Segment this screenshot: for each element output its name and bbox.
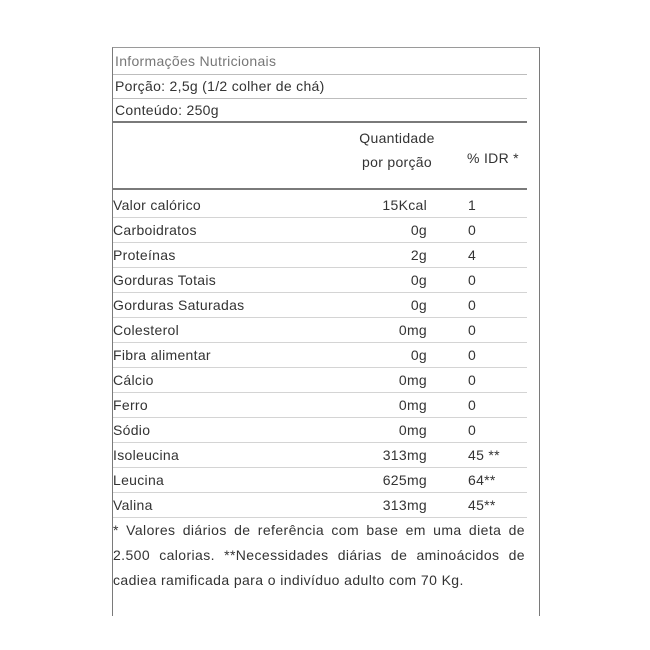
nutrient-quantity: 0g [410, 222, 427, 238]
divider [113, 74, 527, 75]
nutrient-idr: 0 [468, 322, 477, 338]
table-row [113, 192, 527, 218]
nutrient-name: Leucina [113, 472, 165, 488]
table-row [113, 392, 527, 418]
content-text: Conteúdo: 250g [115, 102, 219, 118]
nutrient-idr: 0 [468, 397, 477, 413]
table-row [113, 467, 527, 493]
nutrient-name: Carboidratos [113, 222, 197, 238]
nutrient-idr: 0 [468, 372, 477, 388]
table-row [113, 292, 527, 318]
nutrient-name: Gorduras Saturadas [113, 297, 245, 313]
divider [113, 98, 527, 99]
nutrient-name: Isoleucina [113, 447, 180, 463]
table-row [113, 342, 527, 368]
nutrient-idr: 1 [468, 197, 477, 213]
quantity-header [355, 130, 439, 170]
nutrient-quantity: 0mg [398, 322, 427, 338]
nutrient-idr: 0 [468, 297, 477, 313]
table-row [113, 417, 527, 443]
nutrient-quantity: 15Kcal [382, 197, 427, 213]
table-row [113, 267, 527, 293]
nutrient-idr: 0 [468, 222, 477, 238]
nutrient-quantity: 0mg [398, 397, 427, 413]
portion-text: Porção: 2,5g (1/2 colher de chá) [115, 78, 325, 94]
nutrient-idr: 0 [468, 422, 477, 438]
nutrient-quantity: 0mg [398, 422, 427, 438]
header-divider [113, 121, 527, 123]
nutrient-quantity: 2g [410, 247, 427, 263]
nutrient-name: Cálcio [113, 372, 154, 388]
quantity-header-line2: por porção [362, 154, 432, 170]
nutrient-idr: 0 [468, 272, 477, 288]
nutrient-name: Ferro [113, 397, 148, 413]
nutrient-idr: 4 [468, 247, 477, 263]
footnote: * Valores diários de referência com base em uma dieta de 2.500 calorias. **Necessidades diárias de aminoácidos de cadiea ramificada para o indivíduo adulto com 70 Kg. [113, 522, 525, 588]
quantity-header-line1: Quantidade [359, 130, 435, 146]
nutrient-name: Valina [113, 497, 153, 513]
table-row [113, 242, 527, 268]
nutrient-quantity: 313mg [382, 447, 427, 463]
nutrient-idr: 0 [468, 347, 477, 363]
nutrient-name: Fibra alimentar [113, 347, 211, 363]
table-row [113, 317, 527, 343]
idr-header: % IDR * [467, 150, 519, 166]
nutrient-name: Colesterol [113, 322, 180, 338]
nutrient-quantity: 0g [410, 272, 427, 288]
nutrition-facts-table [112, 47, 540, 616]
nutrient-quantity: 625mg [382, 472, 427, 488]
table-row [113, 367, 527, 393]
table-title: Informações Nutricionais [115, 53, 277, 69]
table-row [113, 442, 527, 468]
nutrient-name: Valor calórico [113, 197, 201, 213]
table-row [113, 217, 527, 243]
column-header-divider [113, 188, 527, 190]
table-row [113, 492, 527, 518]
nutrient-quantity: 0g [410, 347, 427, 363]
nutrient-idr: 64** [468, 472, 496, 488]
nutrient-quantity: 313mg [382, 497, 427, 513]
nutrient-quantity: 0g [410, 297, 427, 313]
nutrient-quantity: 0mg [398, 372, 427, 388]
nutrient-idr: 45 ** [468, 447, 500, 463]
nutrient-idr: 45** [468, 497, 496, 513]
nutrient-name: Gorduras Totais [113, 272, 217, 288]
nutrient-name: Sódio [113, 422, 151, 438]
nutrient-name: Proteínas [113, 247, 176, 263]
